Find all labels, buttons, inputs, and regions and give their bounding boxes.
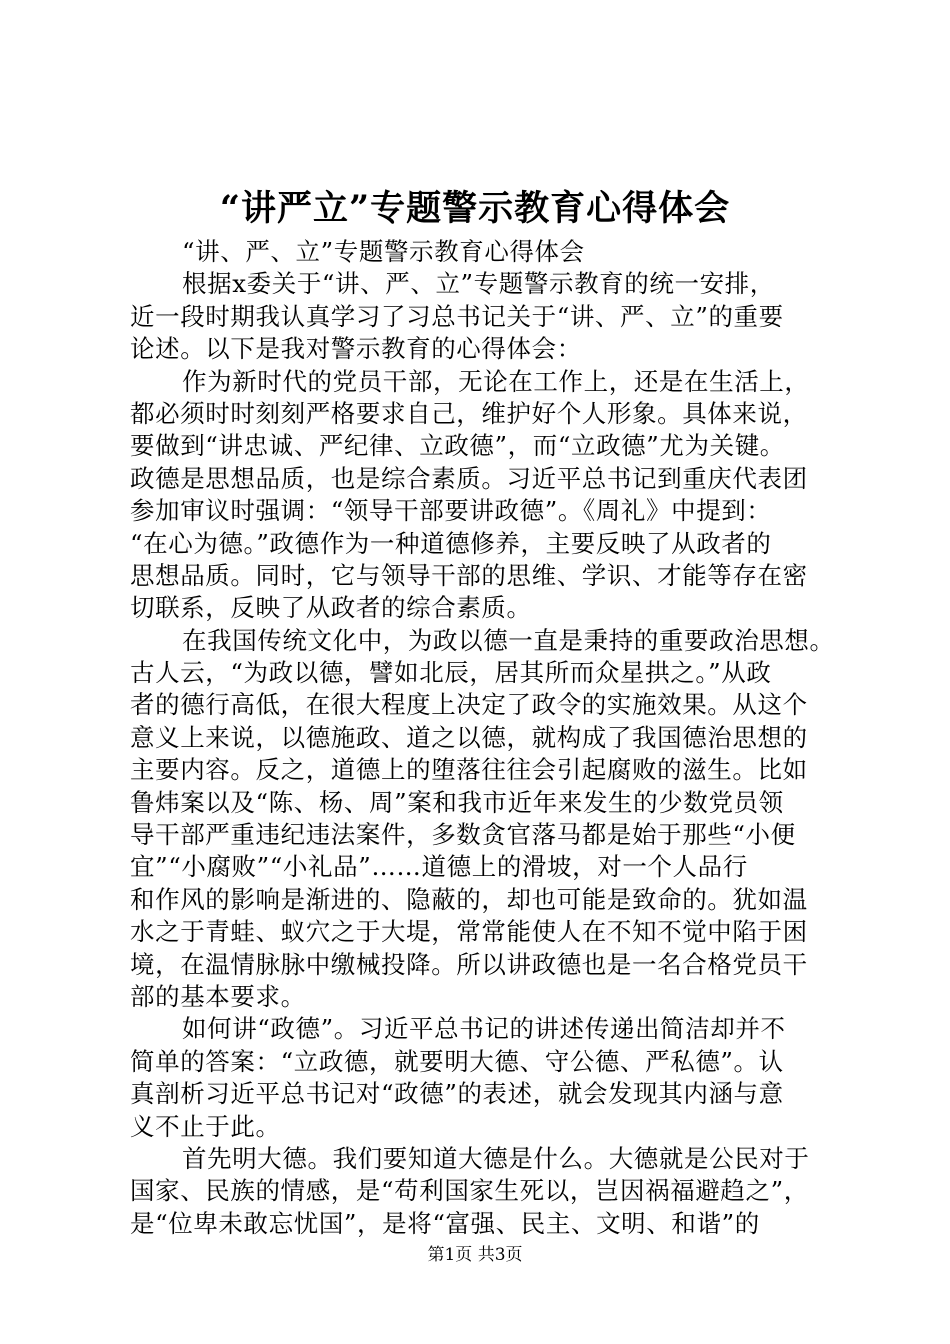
- body-line: 作为新时代的党员干部，无论在工作上，还是在生活上，: [182, 366, 810, 396]
- body-line: “在心为德。”政德作为一种道德修养，主要反映了从政者的: [130, 528, 772, 558]
- body-line: 真剖析习近平总书记对“政德”的表述，就会发现其内涵与意: [130, 1079, 784, 1109]
- document-body: [130, 236, 835, 1240]
- body-line: 水之于青蛙、蚁穴之于大堤，常常能使人在不知不觉中陷于困: [130, 917, 808, 947]
- body-line: 导干部严重违纪违法案件，多数贪官落马都是始于那些“小便: [130, 820, 796, 850]
- body-line: 切联系，反映了从政者的综合素质。: [130, 593, 532, 623]
- body-line: 主要内容。反之，道德上的堕落往往会引起腐败的滋生。比如: [130, 755, 808, 785]
- body-line: 和作风的影响是渐进的、隐蔽的，却也可能是致命的。犹如温: [130, 884, 808, 914]
- body-line: 要做到“讲忠诚、严纪律、立政德”，而“立政德”尤为关键。: [130, 431, 785, 461]
- body-line: 首先明大德。我们要知道大德是什么。大德就是公民对于: [182, 1143, 810, 1173]
- body-line: 者的德行高低，在很大程度上决定了政令的实施效果。从这个: [130, 690, 808, 720]
- body-line: 宜”“小腐败”“小礼品”……道德上的滑坡，对一个人品行: [130, 852, 748, 882]
- body-line: 近一段时期我认真学习了习总书记关于“讲、严、立”的重要: [130, 301, 784, 331]
- body-line: “讲、严、立”专题警示教育心得体会: [182, 237, 585, 266]
- body-line: 鲁炜案以及“陈、杨、周”案和我市近年来发生的少数党员领: [130, 787, 784, 817]
- body-line: 如何讲“政德”。习近平总书记的讲述传递出简洁却并不: [182, 1014, 786, 1044]
- body-line: 古人云，“为政以德，譬如北辰，居其所而众星拱之。”从政: [130, 658, 772, 688]
- body-line: 境，在温情脉脉中缴械投降。所以讲政德也是一名合格党员干: [130, 949, 808, 979]
- body-line: 思想品质。同时，它与领导干部的思维、学识、才能等存在密: [130, 560, 808, 590]
- body-line: 论述。以下是我对警示教育的心得体会：: [130, 334, 582, 364]
- page-number: 第1页 共3页: [427, 1245, 523, 1265]
- body-line: 都必须时时刻刻严格要求自己，维护好个人形象。具体来说，: [130, 398, 808, 428]
- body-line: 意义上来说，以德施政、道之以德，就构成了我国德治思想的: [130, 722, 808, 752]
- body-line: 义不止于此。: [130, 1111, 281, 1141]
- document-title: “讲严立”专题警示教育心得体会: [219, 188, 731, 229]
- body-line: 在我国传统文化中，为政以德一直是秉持的重要政治思想。: [182, 625, 835, 655]
- body-line: 简单的答案：“立政德，就要明大德、守公德、严私德”。认: [130, 1046, 784, 1076]
- body-line: 国家、民族的情感，是“苟利国家生死以，岂因祸福避趋之”，: [130, 1176, 809, 1206]
- body-line: 是“位卑未敢忘忧国”，是将“富强、民主、文明、和谐”的: [130, 1208, 760, 1238]
- body-line: 部的基本要求。: [130, 981, 306, 1011]
- body-line: 政德是思想品质，也是综合素质。习近平总书记到重庆代表团: [130, 463, 808, 493]
- body-line: 根据x委关于“讲、严、立”专题警示教育的统一安排，: [182, 269, 775, 299]
- body-line: 参加审议时强调：“领导干部要讲政德”。《周礼》中提到：: [130, 496, 772, 526]
